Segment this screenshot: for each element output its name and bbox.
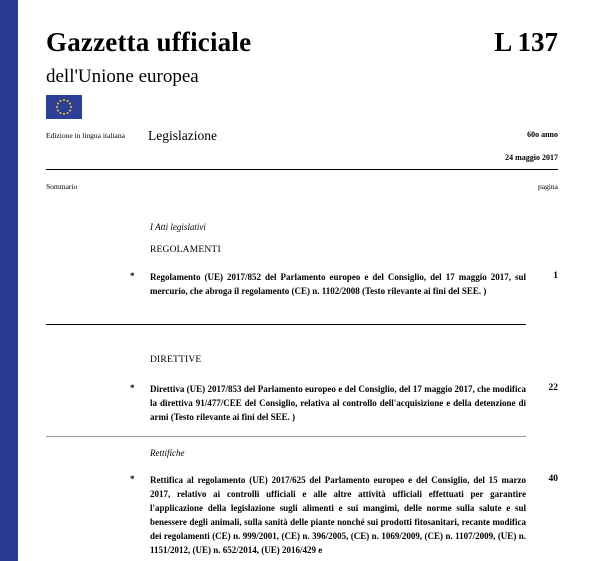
edition-label: Edizione in lingua italiana	[46, 131, 125, 140]
issue-number: L 137	[494, 27, 558, 57]
entry-corrigendum-2017-625[interactable]: Rettifica al regolamento (UE) 2017/625 del Parlamento europeo e del Consiglio, del 15 marzo 2017, relativo ai controlli ufficiali e alle altre attività ufficiali effettuati per garantire l'applicazione della legislazione sugli alimenti e sui mangimi, delle norme sulla salute e sul benessere degli animali, sulla sanità delle piante nonché sui prodotti fitosanitari, recante modifica dei regolamenti (CE) n. 999/2001, (CE) n. 396/2005, (CE) n. 1069/2009, (CE) n. 1107/2009, (UE) n. 1151/2012, (UE) n. 652/2014, (UE) 2016/429 e	[150, 475, 526, 555]
entry-page-number: 1	[553, 271, 558, 281]
eu-flag-stars	[46, 95, 82, 119]
entry-regulation-2017-852[interactable]: Regolamento (UE) 2017/852 del Parlamento europeo e del Consiglio, del 17 maggio 2017, sul mercurio, che abroga il regolamento (CE) n. 1102/2008 (Testo rilevante ai fini del SEE. )	[150, 272, 526, 296]
journal-subtitle: dell'Unione europea	[46, 66, 199, 87]
flag-star	[69, 103, 71, 105]
summary-label: Sommario	[46, 182, 78, 191]
flag-star	[67, 100, 69, 102]
flag-star	[57, 110, 59, 112]
flag-star	[56, 106, 58, 108]
flag-star	[63, 113, 65, 115]
entry-page-number: 40	[548, 474, 558, 484]
entry-directive-2017-853[interactable]: Direttiva (UE) 2017/853 del Parlamento europeo e del Consiglio, del 17 maggio 2017, che modifica la direttiva 91/477/CEE del Consiglio, relativa al controllo dell'acquisizione e della detenzione di armi (Testo rilevante ai fini del SEE. )	[150, 384, 526, 422]
year-label: 60o anno	[527, 130, 558, 139]
flag-star	[57, 103, 59, 105]
header-rule	[46, 169, 558, 170]
issue-date: 24 maggio 2017	[505, 153, 558, 162]
flag-star	[60, 100, 62, 102]
regulations-heading: REGOLAMENTI	[150, 245, 221, 255]
corrigenda-heading: Rettifiche	[150, 448, 185, 458]
entry-marker: *	[130, 383, 135, 393]
directives-heading: DIRETTIVE	[150, 355, 202, 365]
section-divider	[46, 436, 526, 437]
left-blue-bar	[0, 0, 18, 561]
entry-page-number: 22	[548, 383, 558, 393]
section-divider	[46, 324, 526, 325]
eu-flag-icon	[46, 95, 82, 119]
series-label: Legislazione	[148, 128, 217, 143]
flag-star	[70, 106, 72, 108]
entry-marker: *	[130, 474, 135, 484]
acts-heading: I Atti legislativi	[150, 222, 206, 232]
flag-star	[69, 110, 71, 112]
page-column-label: pagina	[538, 182, 558, 191]
flag-star	[60, 112, 62, 114]
journal-title: Gazzetta ufficiale	[46, 27, 252, 57]
flag-star	[63, 99, 65, 101]
entry-marker: *	[130, 271, 135, 281]
flag-star	[67, 112, 69, 114]
